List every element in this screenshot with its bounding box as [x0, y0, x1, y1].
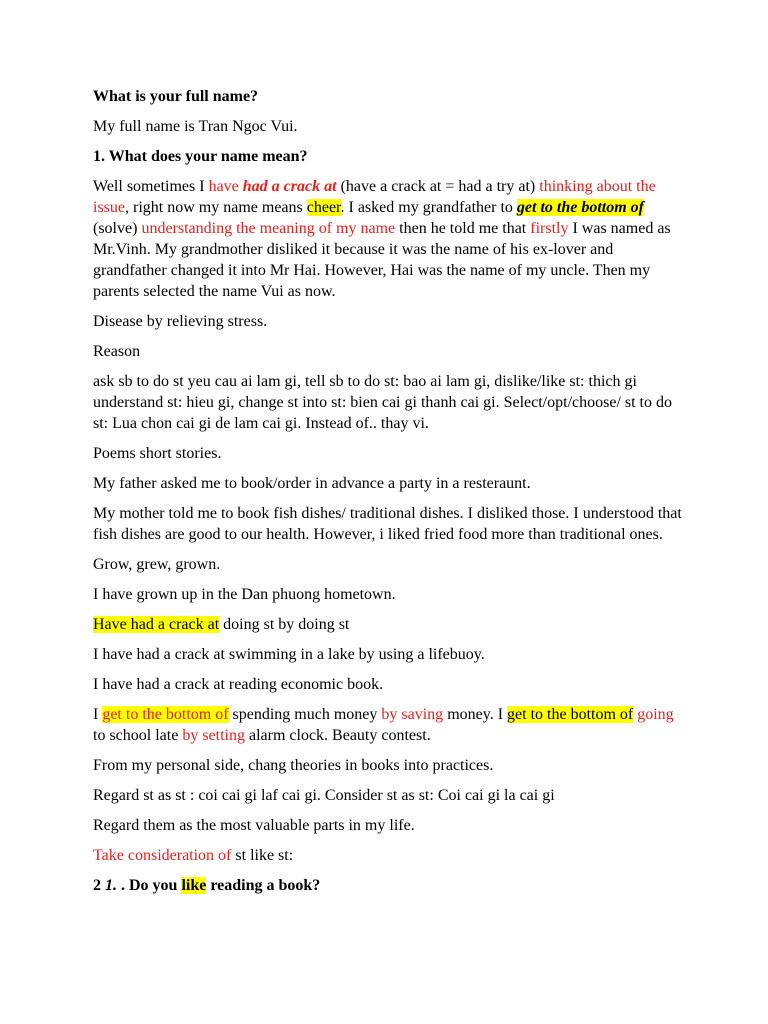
- paragraph-crack-pattern: [93, 614, 683, 635]
- paragraph-regard-them: Regard them as the most valuable parts in my life.: [93, 817, 415, 834]
- paragraph-father: My father asked me to book/order in advance a party in a resteraunt.: [93, 475, 531, 492]
- paragraph-grown-up: I have grown up in the Dan phuong hometown.: [93, 586, 396, 603]
- text-run: alarm clock. Beauty contest.: [244, 727, 431, 744]
- paragraph-personal: From my personal side, chang theories in books into practices.: [93, 757, 494, 774]
- text-run: . I asked my grandfather to: [340, 199, 517, 216]
- text-run: I was named as Mr.Vinh. My grandmother disliked it because it was the name of his ex-lover and grandfather changed it into Mr Hai. However, Hai was the name of my uncle. Then my parents selected the name Vui as now.: [93, 220, 671, 300]
- red-text: by saving: [381, 706, 444, 723]
- red-text: by setting: [182, 727, 245, 744]
- text-run: reading a book?: [206, 877, 321, 894]
- paragraph-disease: Disease by relieving stress.: [93, 313, 268, 330]
- paragraph-reason: Reason: [93, 343, 141, 360]
- paragraph-reading: I have had a crack at reading economic book.: [93, 676, 384, 693]
- red-text: thinking about the issue: [93, 178, 656, 216]
- text-run: Well sometimes I: [93, 178, 209, 195]
- highlighted-red-text: get to the bottom of: [102, 706, 229, 723]
- red-text: understanding the meaning of my name: [141, 220, 396, 237]
- paragraph-bottom-of: [93, 704, 683, 746]
- text-run: . Do you: [117, 877, 182, 894]
- paragraph-swimming: I have had a crack at swimming in a lake by using a lifebuoy.: [93, 646, 485, 663]
- paragraph-mother: My mother told me to book fish dishes/ traditional dishes. I disliked those. I understood that fish dishes are good to our health. However, i liked fried food more than traditional ones.: [93, 505, 682, 543]
- highlighted-text: like: [181, 877, 207, 894]
- highlighted-text: get to the bottom of: [507, 706, 634, 723]
- paragraph-vocabulary: ask sb to do st yeu cau ai lam gi, tell sb to do st: bao ai lam gi, dislike/like st: thich gi understand st: hieu gi, change st into st: bien cai gi thanh cai gi. Select/opt/choose/ st to do st: Lua chon cai gi de lam cai gi. Instead of.. thay vi.: [93, 373, 672, 432]
- italic-number: 1.: [105, 877, 117, 894]
- red-text: firstly: [530, 220, 569, 237]
- text-run: , right now my name means: [125, 199, 307, 216]
- text-run: I: [93, 706, 103, 723]
- highlighted-text: Have had a crack at: [93, 616, 220, 633]
- red-text: have: [208, 178, 243, 195]
- document-body: [93, 86, 683, 905]
- question-full-name: What is your full name?: [93, 88, 259, 105]
- text-run: (have a crack at = had a try at): [336, 178, 540, 195]
- text-run: money. I: [443, 706, 508, 723]
- text-run: to school late: [93, 727, 183, 744]
- paragraph-poems: Poems short stories.: [93, 445, 222, 462]
- text-run: spending much money: [228, 706, 382, 723]
- answer-full-name: My full name is Tran Ngoc Vui.: [93, 118, 298, 135]
- text-run: st like st:: [231, 847, 294, 864]
- red-text: going: [637, 706, 674, 723]
- paragraph-grow: Grow, grew, grown.: [93, 556, 221, 573]
- question-reading-book: [93, 875, 683, 896]
- highlighted-text: cheer: [306, 199, 341, 216]
- text-run: then he told me that: [395, 220, 531, 237]
- paragraph-name-meaning: [93, 176, 683, 302]
- text-run: 2: [93, 877, 105, 894]
- paragraph-take-consideration: [93, 845, 683, 866]
- highlighted-bold-italic-text: get to the bottom of: [516, 199, 644, 216]
- red-text: Take consideration of: [93, 847, 232, 864]
- text-run: doing st by doing st: [219, 616, 350, 633]
- text-run: (solve): [93, 220, 142, 237]
- question-name-meaning: 1. What does your name mean?: [93, 148, 308, 165]
- paragraph-regard: Regard st as st : coi cai gi laf cai gi. Consider st as st: Coi cai gi la cai gi: [93, 787, 555, 804]
- red-bold-italic-text: had a crack at: [242, 178, 337, 195]
